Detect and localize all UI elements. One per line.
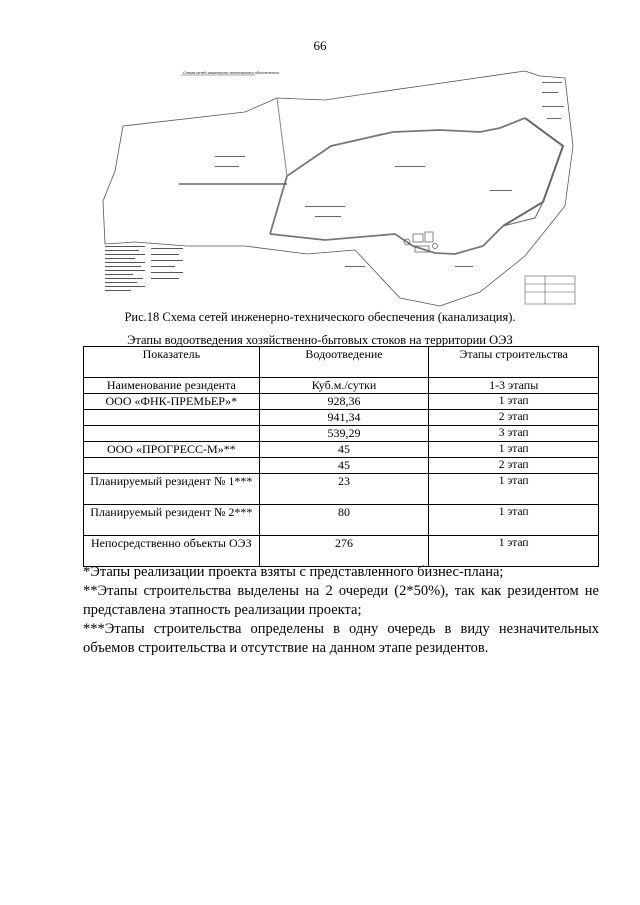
header-stages: Этапы строительства [429, 347, 599, 378]
subheader-units: Куб.м./сутки [259, 378, 429, 394]
subheader-stage-range: 1-3 этапы [429, 378, 599, 394]
footnote: **Этапы строительства выделены на 2 очереди (2*50%), так как резидентом не представлена этапность реализации проекта; [83, 583, 599, 618]
resident-name: Планируемый резидент № 1*** [84, 474, 260, 505]
sewer-main-east [503, 118, 563, 226]
sewer-main-south [270, 226, 503, 254]
footnote: ***Этапы строительства определены в одну очередь в виду незначительных объемов строительства и отсутствие на данном этапе резидентов. [83, 621, 599, 656]
table-header-row [84, 347, 599, 378]
construction-stage: 3 этап [429, 426, 599, 442]
resident-name [84, 458, 260, 474]
footnote: *Этапы реализации проекта взяты с представленного бизнес-плана; [83, 564, 504, 580]
map-stamp [525, 276, 575, 304]
table-row [84, 410, 599, 426]
page-number: 66 [313, 38, 327, 53]
drainage-value: 276 [259, 536, 429, 567]
table-subheader-row [84, 378, 599, 394]
table-row [84, 394, 599, 410]
construction-stage: 1 этап [429, 442, 599, 458]
resident-name [84, 410, 260, 426]
table-row [84, 474, 599, 505]
construction-stage: 1 этап [429, 394, 599, 410]
table-row [84, 426, 599, 442]
sewer-branch-north [277, 98, 287, 176]
construction-stage: 2 этап [429, 410, 599, 426]
sewerage-network-map [95, 66, 580, 308]
drainage-stages-table [83, 346, 599, 567]
construction-stage: 1 этап [429, 536, 599, 567]
table-row [84, 442, 599, 458]
construction-stage: 1 этап [429, 505, 599, 536]
subheader-resident: Наименование резидента [84, 378, 260, 394]
header-drainage: Водоотведение [259, 347, 429, 378]
resident-name: Планируемый резидент № 2*** [84, 505, 260, 536]
table-title: Этапы водоотведения хозяйственно-бытовых стоков на территории ОЭЗ [127, 333, 513, 347]
resident-name: ООО «ФНК-ПРЕМЬЕР»* [84, 394, 260, 410]
map-title: Схема сетей инженерно-технического обеспечения [183, 70, 279, 75]
drainage-value: 539,29 [259, 426, 429, 442]
construction-stage: 1 этап [429, 474, 599, 505]
drainage-value: 23 [259, 474, 429, 505]
resident-name: ООО «ПРОГРЕСС-М»** [84, 442, 260, 458]
resident-name: Непосредственно объекты ОЭЗ [84, 536, 260, 567]
drainage-value: 941,34 [259, 410, 429, 426]
drainage-value: 45 [259, 458, 429, 474]
table-row [84, 458, 599, 474]
drainage-value: 80 [259, 505, 429, 536]
sewer-main-north [270, 118, 525, 234]
resident-name [84, 426, 260, 442]
territory-boundary [103, 71, 573, 306]
table-row [84, 505, 599, 536]
drainage-value: 928,36 [259, 394, 429, 410]
table-row [84, 536, 599, 567]
map-legend [105, 246, 183, 291]
header-indicator: Показатель [84, 347, 260, 378]
drainage-value: 45 [259, 442, 429, 458]
map-annotations [215, 82, 564, 267]
footnotes [83, 563, 599, 658]
figure-caption: Рис.18 Схема сетей инженерно-технического обеспечения (канализация). [124, 310, 516, 324]
construction-stage: 2 этап [429, 458, 599, 474]
